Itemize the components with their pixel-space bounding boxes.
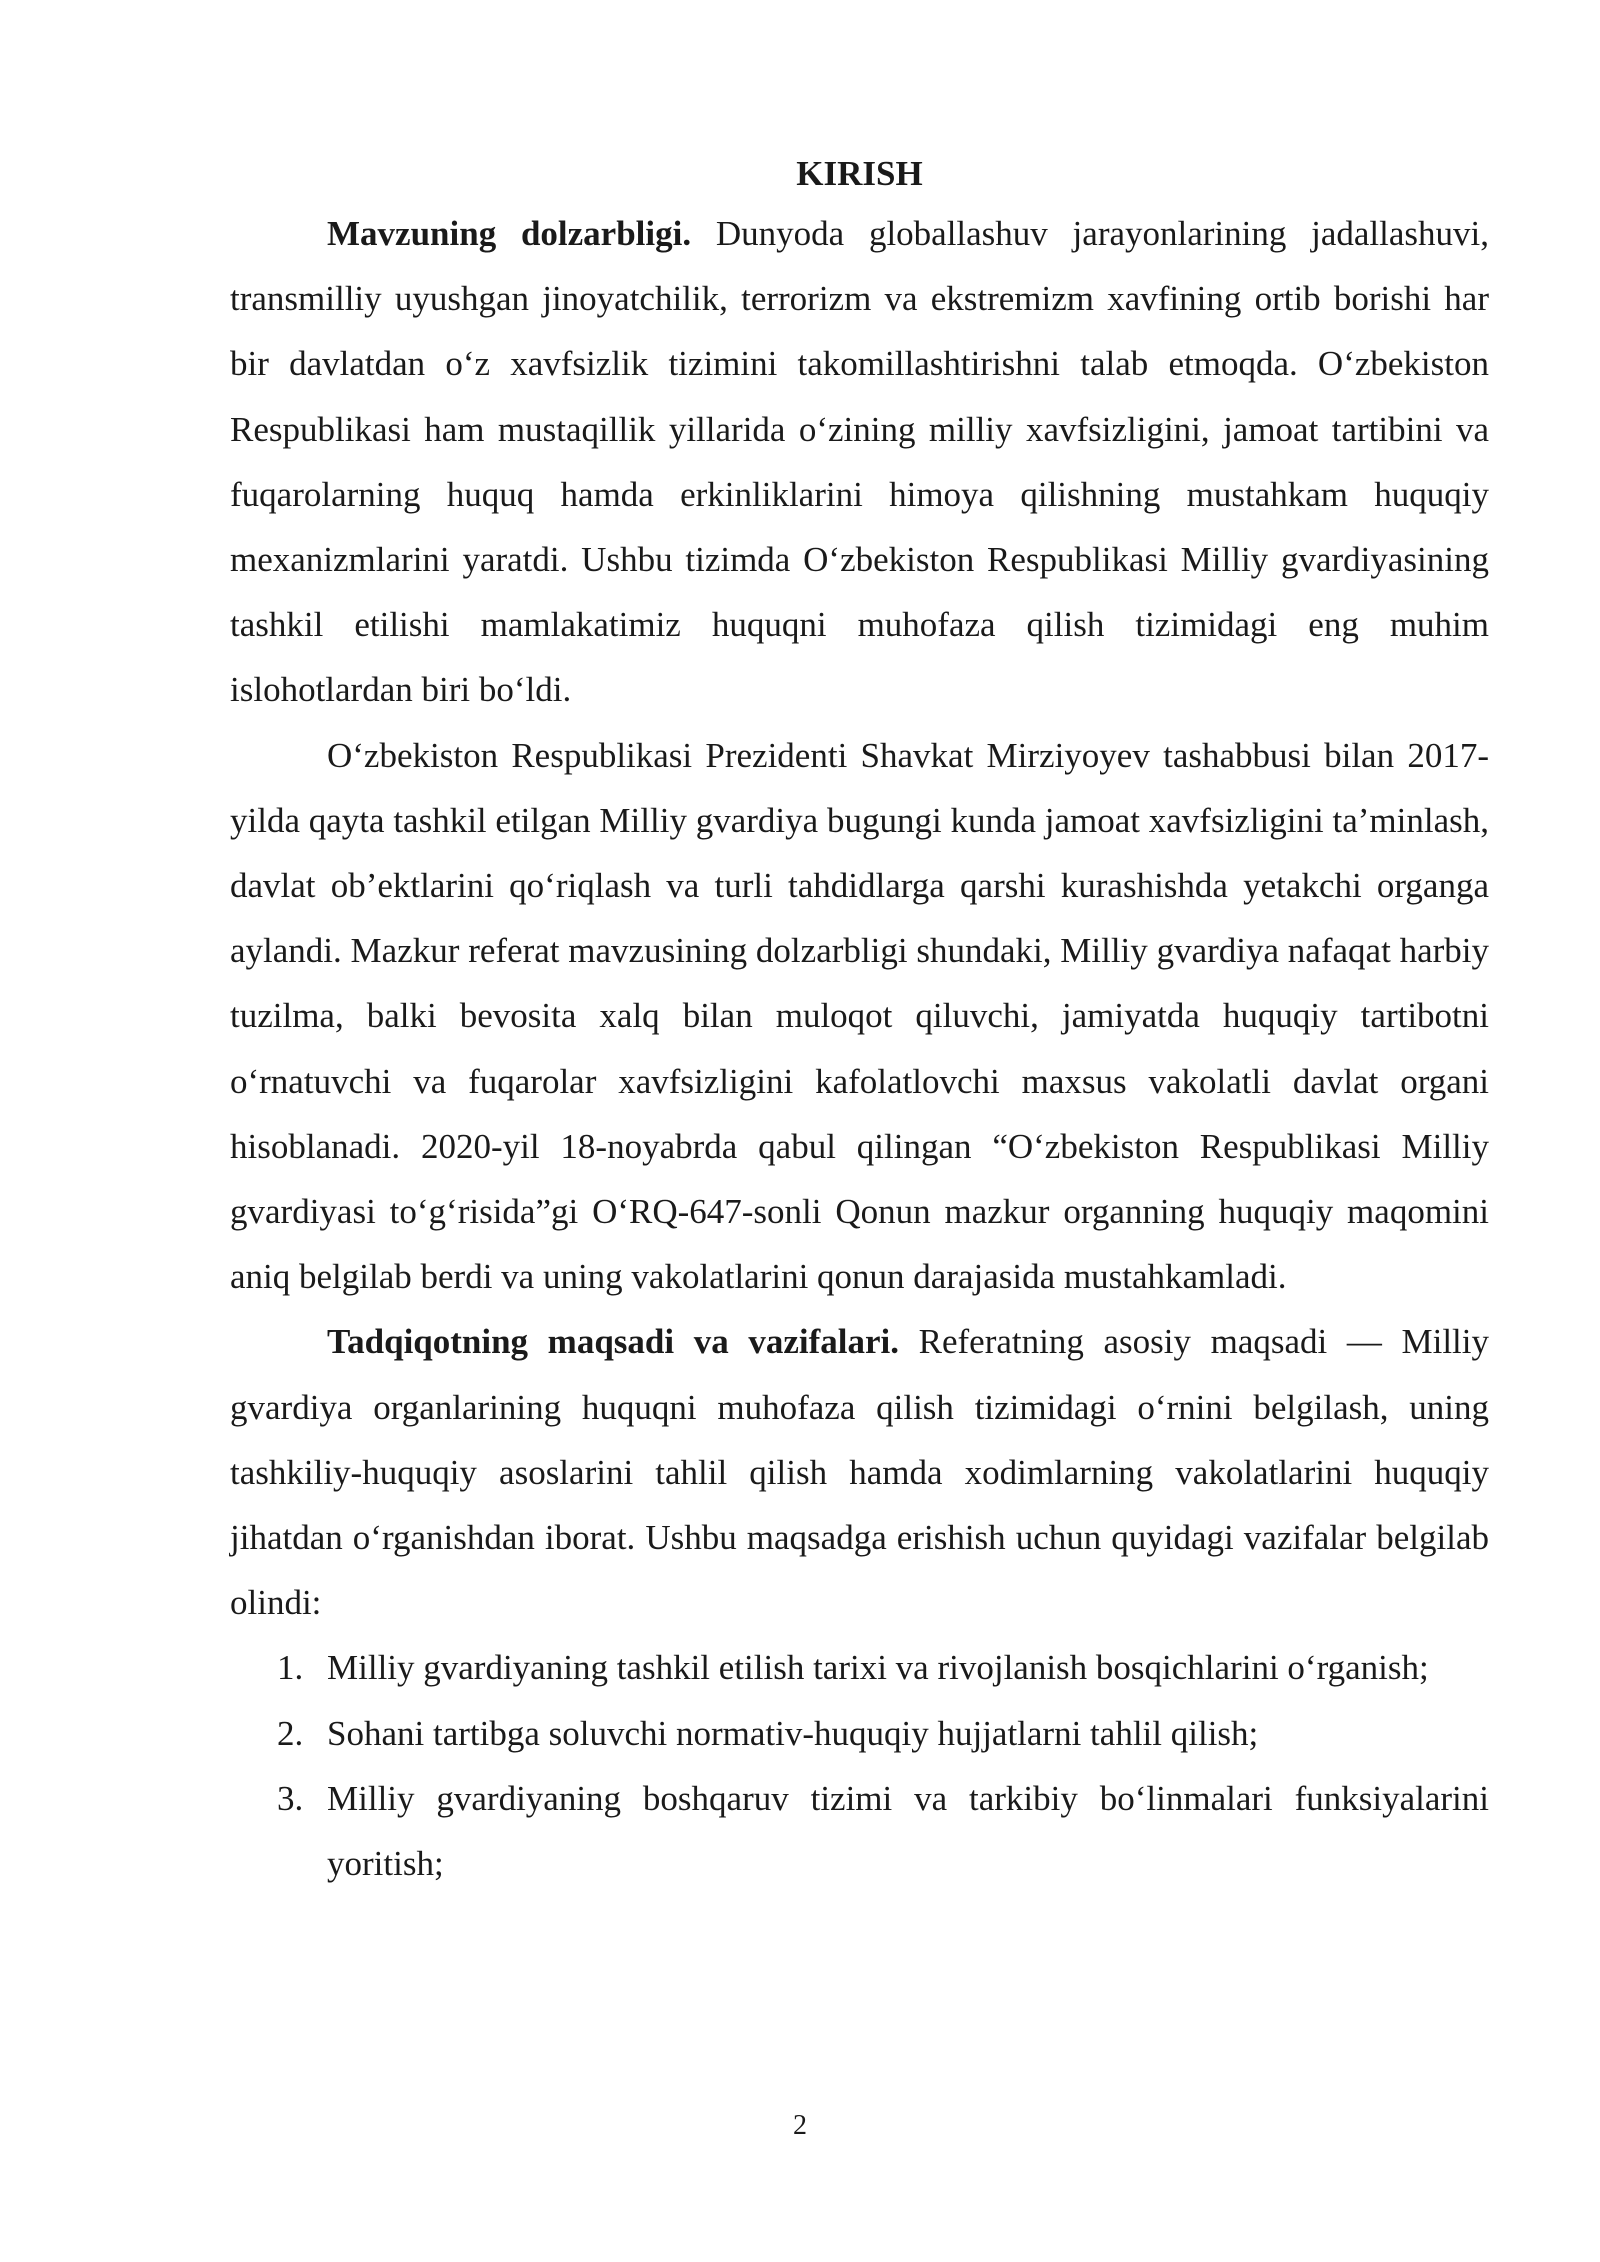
list-item-number: 3. (277, 1778, 304, 1818)
paragraph-relevance (230, 201, 1489, 723)
paragraph-lead: Mavzuning dolzarbligi. (327, 214, 692, 253)
paragraph-goals (230, 1309, 1489, 1635)
list-item (230, 1766, 1489, 1896)
document-title: KIRISH (796, 154, 923, 193)
paragraph-national-guard (230, 723, 1489, 1310)
list-item-text: Sohani tartibga soluvchi normativ-huquqiy hujjatlarni tahlil qilish; (327, 1713, 1259, 1753)
tasks-list (230, 1635, 1489, 1896)
paragraph-text: Dunyoda globallashuv jarayonlarining jadallashuvi, transmilliy uyushgan jinoyatchilik, terrorizm va ekstremizm xavfining ortib borishi har bir davlatdan o‘z xavfsizlik tizimini takomillashtirishni talab etmoqda. O‘zbekiston Respublikasi ham mustaqillik yillarida o‘zining milliy xavfsizligini, jamoat tartibini va fuqarolarning huquq hamda erkinliklarini himoya qilishning mustahkam huquqiy mexanizmlarini yaratdi. Ushbu tizimda O‘zbekiston Respublikasi Milliy gvardiyasining tashkil etilishi mamlakatimiz huquqni muhofaza qilish tizimidagi eng muhim islohotlardan biri bo‘ldi. (230, 214, 1490, 710)
list-item (230, 1635, 1489, 1700)
paragraph-lead: Tadqiqotning maqsadi va vazifalari. (327, 1322, 900, 1362)
list-item-number: 1. (277, 1648, 304, 1688)
list-item-number: 2. (277, 1713, 304, 1753)
page-number: 2 (793, 2110, 807, 2141)
paragraph-text: O‘zbekiston Respublikasi Prezidenti Shavkat Mirziyoyev tashabbusi bilan 2017-yilda qayta tashkil etilgan Milliy gvardiya bugungi kunda jamoat xavfsizligini ta’minlash, davlat ob’ektlarini qo‘riqlash va turli tahdidlarga qarshi kurashishda yetakchi organga aylandi. Mazkur referat mavzusining dolzarbligi shundaki, Milliy gvardiya nafaqat harbiy tuzilma, balki bevosita xalq bilan muloqot qiluvchi, jamiyatda huquqiy tartibotni o‘rnatuvchi va fuqarolar xavfsizligini kafolatlovchi maxsus vakolatli davlat organi hisoblanadi. 2020-yil 18-noyabrda qabul qilingan “O‘zbekiston Respublikasi Milliy gvardiyasi to‘g‘risida”gi O‘RQ-647-sonli Qonun mazkur organning huquqiy maqomini aniq belgilab berdi va uning vakolatlarini qonun darajasida mustahkamladi. (230, 735, 1489, 1297)
list-item (230, 1701, 1489, 1766)
paragraph-text: Referatning asosiy maqsadi — Milliy gvardiya organlarining huquqni muhofaza qilish tizimidagi o‘rnini belgilash, uning tashkiliy-huquqiy asoslarini tahlil qilish hamda xodimlarning vakolatlarini huquqiy jihatdan o‘rganishdan iborat. Ushbu maqsadga erishish uchun quyidagi vazifalar belgilab olindi: (230, 1322, 1489, 1623)
document-page (230, 150, 1489, 1896)
list-item-text: Milliy gvardiyaning tashkil etilish tarixi va rivojlanish bosqichlarini o‘rganish; (327, 1648, 1429, 1688)
list-item-text: Milliy gvardiyaning boshqaruv tizimi va tarkibiy bo‘linmalari funksiyalarini yoritish; (327, 1778, 1489, 1884)
